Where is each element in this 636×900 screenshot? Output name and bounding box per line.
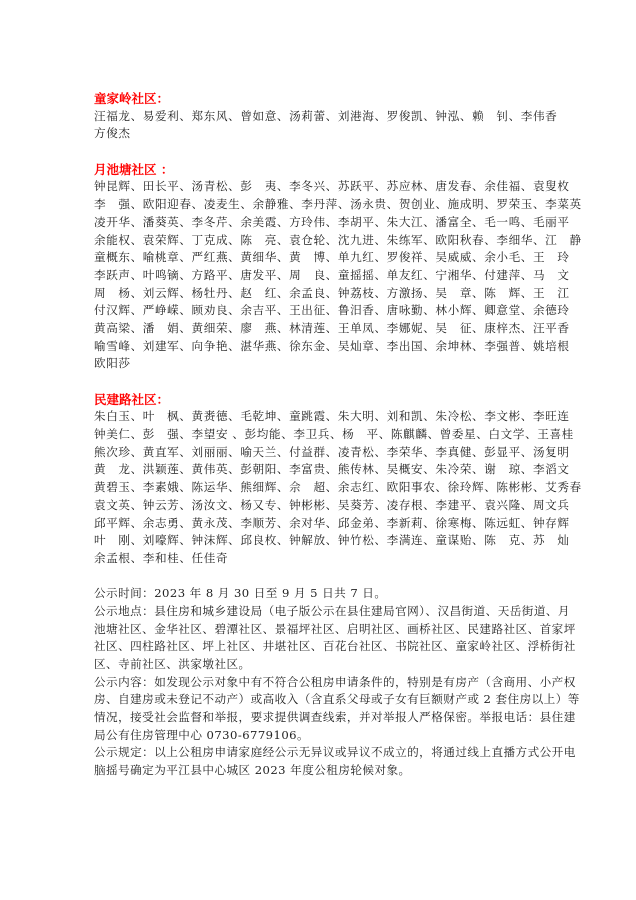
name-list-line: 周 杨、刘云辉、杨牡丹、赵 红、余孟良、钟荔枝、方激扬、吴 章、陈 辉、王 江 [94,285,570,300]
name-list-line: 方俊杰 [94,126,131,141]
name-list-line: 欧阳莎 [94,356,131,371]
name-list-line: 邱平辉、余志勇、黄永茂、李顺芳、余对华、邱金弟、李新莉、徐寒梅、陈远虹、钟存辉 [94,515,570,530]
notice-report-phone: 局公有住房管理中心 0730-6779106。 [94,727,310,742]
section-yuechitang [94,161,582,373]
name-list-line: 余能权、袁荣辉、丁克成、陈 亮、袁仓轮、沈九进、朱练军、欧阳秋春、李细华、江 静 [94,232,582,247]
notice-location-cont: 池塘社区、金华社区、碧潭社区、景福坪社区、启明社区、画桥社区、民建路社区、首家坪 [94,621,576,636]
name-list-line: 黄高梁、潘 娟、黄细荣、廖 燕、林清莲、王单凤、李娜妮、吴 征、康梓杰、汪平香 [94,320,570,335]
name-list-line: 凌开华、潘葵英、李冬芹、余美霞、方玲伟、李胡平、朱大江、潘富全、毛一鸣、毛丽平 [94,214,570,229]
name-list-line: 钟昆辉、田长平、汤青松、彭 夷、李冬兴、苏跃平、苏应林、唐发春、余佳福、袁叟枚 [94,179,570,194]
name-list-line: 袁文英、钟云芳、汤汝文、杨又专、钟彬彬、吴葵芳、凌存根、李建平、袁兴隆、周文兵 [94,497,570,512]
notice-rules-cont: 脑摇号确定为平江县中心城区 2023 年度公租房轮候对象。 [94,763,411,778]
name-list-line: 黄 龙、洪颖莲、黄伟英、彭朝阳、李富贵、熊传林、吴概安、朱冷荣、谢 琼、李滔文 [94,462,570,477]
name-list-line: 李 强、欧阳迎春、凌麦生、余静雅、李丹萍、汤永贵、贺创业、施成明、罗荣玉、李菜英 [94,197,582,212]
section-title: 月池塘社区 ： [94,161,174,177]
notice-block [94,585,580,780]
name-list-line: 黄碧玉、李素娥、陈运华、熊细辉、佘 超、余志红、欧阳事农、徐玲辉、陈彬彬、艾秀春 [94,480,582,495]
spacer [94,568,554,586]
notice-location-cont: 区、寺前社区、洪家墩社区。 [94,657,251,671]
name-list-line: 叶 刚、刘嚎辉、钟沫辉、邱良枚、钟解放、钟竹松、李满连、童谋贻、陈 克、苏 灿 [94,533,570,548]
notice-content: 公示内容：如发现公示对象中有不符合公租房申请条件的，特别是有房产（含商用、小产权 [94,674,576,689]
name-list-line: 付汉辉、严峥嵘、顾劝良、余吉平、王出征、鲁汨香、唐咏勤、林小辉、卿意堂、余德玲 [94,303,570,318]
section-tongjialing [94,90,558,143]
name-list-line: 汪福龙、易爱利、郑东风、曾如意、汤莉蕾、刘港海、罗俊凯、钟泓、赖 钊、李伟香 [94,108,558,123]
notice-rules: 公示规定：以上公租房申请家庭经公示无异议或异议不成立的，将通过线上直播方式公开电 [94,745,576,760]
name-list-line: 喻雪峰、刘建军、向争艳、湛华燕、徐东金、吴灿章、李出国、余坤林、李强普、姚培根 [94,338,570,353]
spacer [94,373,554,391]
spacer [94,143,554,161]
notice-time: 公示时间：2023 年 8 月 30 日至 9 月 5 日共 7 日。 [94,586,387,601]
notice-location: 公示地点：县住房和城乡建设局（电子版公示在县住建局官网）、汉昌街道、天岳街道、月 [94,603,570,618]
document-page [94,90,582,780]
name-list-line: 李跃声、叶鸣镝、方路平、唐发平、周 良、童摇摇、单友红、宁湘华、付建萍、马 文 [94,267,570,282]
name-list-line: 余孟根、李和桂、任佳奇 [94,550,229,565]
name-list-line: 朱白玉、叶 枫、黄赉德、毛乾坤、童跳霞、朱大明、刘和凯、朱冷松、李文彬、李旺连 [94,409,570,424]
section-title: 童家岭社区： [94,91,170,106]
notice-content-cont: 房、自建房或未登记不动产）或高收入（含直系父母或子女有巨额财产或 2 套住房以上）等 [94,692,580,707]
section-title: 民建路社区： [94,391,170,407]
notice-content-cont: 情况，接受社会监督和举报，要求提供调查线索，并对举报人严格保密。举报电话：县住建 [94,710,576,725]
name-list-line: 熊次珍、黄直军、刘丽丽、喻天兰、付益群、凌青松、李荣华、李真健、彭显平、汤复明 [94,444,570,459]
name-list-line: 童概东、喻桃章、严红燕、黄细华、黄 博、单九红、罗俊祥、吴威威、余小毛、王 玲 [94,250,570,265]
notice-location-cont: 社区、四柱路社区、坪上社区、井堪社区、百花台社区、书院社区、童家岭社区、浮桥街社 [94,639,576,654]
name-list-line: 钟美仁、彭 强、李望安 、彭均能、李卫兵、杨 平、陈麒麟、曾委星、白文学、王喜桂 [94,427,574,442]
section-minjianlu [94,391,582,568]
